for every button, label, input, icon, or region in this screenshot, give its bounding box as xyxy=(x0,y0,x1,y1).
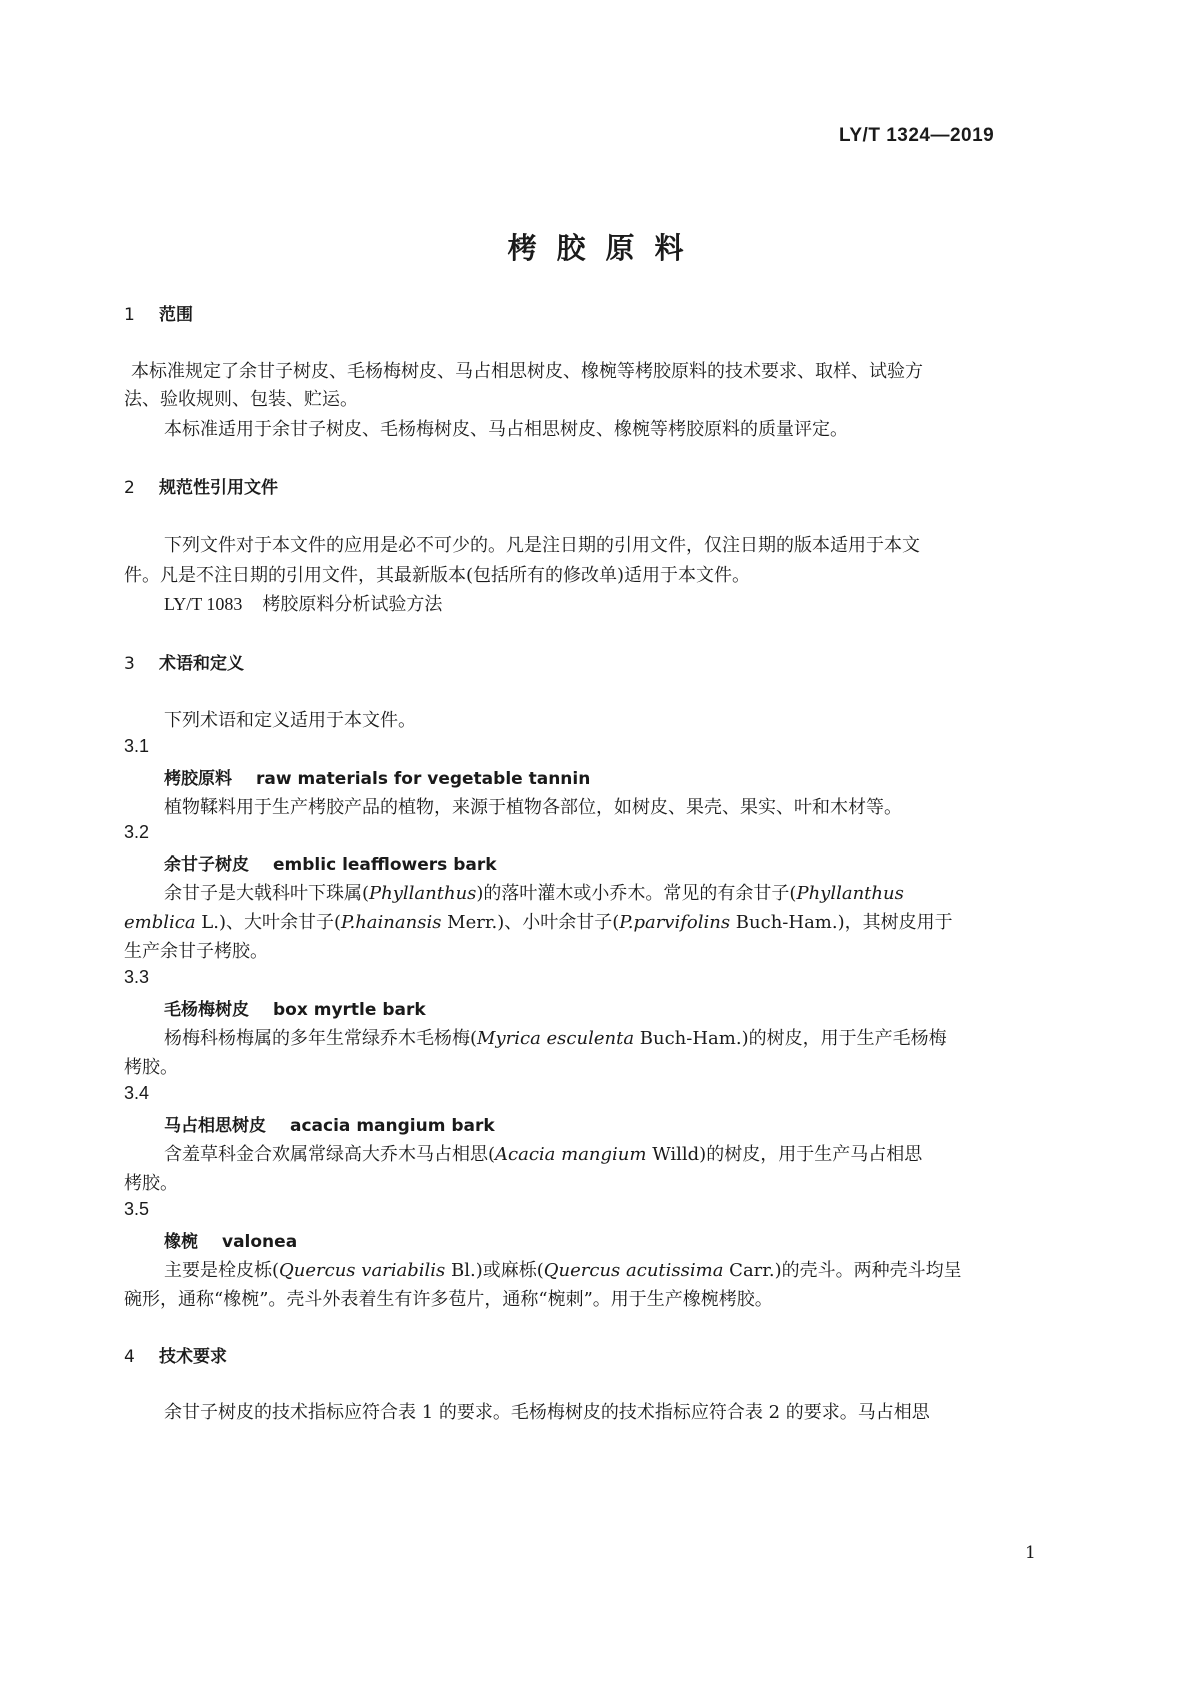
term-definition: 栲胶。 xyxy=(124,1173,178,1194)
section-3-heading xyxy=(124,649,244,674)
term-zh: 余甘子树皮 xyxy=(164,855,249,875)
term-title xyxy=(164,764,590,789)
paragraph: 下列术语和定义适用于本文件。 xyxy=(164,710,416,731)
term-definition: 碗形，通称“橡椀”。壳斗外表着生有许多苞片，通称“椀刺”。用于生产橡椀栲胶。 xyxy=(124,1289,773,1310)
section-title: 术语和定义 xyxy=(159,654,244,674)
section-number: 2 xyxy=(124,478,135,498)
term-title xyxy=(164,995,426,1020)
term-en: valonea xyxy=(222,1232,298,1252)
term-definition: 主要是栓皮栎(Quercus variabilis Bl.)或麻栎(Quercus acutissima Carr.)的壳斗。两种壳斗均呈 xyxy=(164,1260,962,1281)
paragraph: 本标准规定了余甘子树皮、毛杨梅树皮、马占相思树皮、橡椀等栲胶原料的技术要求、取样、试验方 xyxy=(131,361,923,382)
section-4-heading xyxy=(124,1342,227,1367)
section-number: 4 xyxy=(124,1347,135,1367)
section-1-heading xyxy=(124,300,193,325)
paragraph: 下列文件对于本文件的应用是必不可少的。凡是注日期的引用文件，仅注日期的版本适用于本文 xyxy=(164,535,920,556)
term-title xyxy=(164,1111,495,1136)
term-definition: 杨梅科杨梅属的多年生常绿乔木毛杨梅(Myrica esculenta Buch-Ham.)的树皮，用于生产毛杨梅 xyxy=(164,1028,947,1049)
paragraph: 件。凡是不注日期的引用文件，其最新版本(包括所有的修改单)适用于本文件。 xyxy=(124,565,751,586)
term-definition: 生产余甘子栲胶。 xyxy=(124,941,268,962)
section-number: 3 xyxy=(124,654,135,674)
normative-reference xyxy=(164,590,442,616)
term-number: 3.4 xyxy=(124,1083,150,1103)
term-en: acacia mangium bark xyxy=(290,1116,495,1136)
reference-title: 栲胶原料分析试验方法 xyxy=(262,594,443,615)
page-title: 栲胶原料 xyxy=(507,231,704,265)
section-title: 规范性引用文件 xyxy=(159,478,278,498)
term-number: 3.3 xyxy=(124,967,150,987)
term-number: 3.2 xyxy=(124,822,150,842)
section-number: 1 xyxy=(124,305,135,325)
term-title xyxy=(164,1227,297,1252)
term-definition: 余甘子是大戟科叶下珠属(Phyllanthus)的落叶灌木或小乔木。常见的有余甘子(Phyllanthus xyxy=(164,883,904,904)
section-2-heading xyxy=(124,473,278,498)
term-zh: 橡椀 xyxy=(164,1232,198,1252)
page-number: 1 xyxy=(1025,1543,1036,1563)
term-number: 3.1 xyxy=(124,736,150,756)
term-definition: 栲胶。 xyxy=(124,1057,178,1078)
paragraph: 余甘子树皮的技术指标应符合表 1 的要求。毛杨梅树皮的技术指标应符合表 2 的要求。马占相思 xyxy=(164,1402,930,1423)
term-zh: 毛杨梅树皮 xyxy=(164,1000,249,1020)
paragraph: 法、验收规则、包装、贮运。 xyxy=(124,389,358,410)
section-title: 技术要求 xyxy=(159,1347,227,1367)
term-title xyxy=(164,850,497,875)
term-definition: 植物鞣料用于生产栲胶产品的植物，来源于植物各部位，如树皮、果壳、果实、叶和木材等。 xyxy=(164,797,902,818)
section-title: 范围 xyxy=(159,305,193,325)
term-en: emblic leafflowers bark xyxy=(273,855,497,875)
term-definition: emblica L.)、大叶余甘子(P.hainansis Merr.)、小叶余甘子(P.parvifolins Buch-Ham.)，其树皮用于 xyxy=(124,912,953,933)
term-zh: 马占相思树皮 xyxy=(164,1116,266,1136)
term-zh: 栲胶原料 xyxy=(164,769,232,789)
standard-code: LY/T 1324—2019 xyxy=(839,125,995,146)
reference-code: LY/T 1083 xyxy=(164,594,243,614)
term-en: box myrtle bark xyxy=(273,1000,426,1020)
term-en: raw materials for vegetable tannin xyxy=(256,769,591,789)
paragraph: 本标准适用于余甘子树皮、毛杨梅树皮、马占相思树皮、橡椀等栲胶原料的质量评定。 xyxy=(164,419,848,440)
term-number: 3.5 xyxy=(124,1199,150,1219)
term-definition: 含羞草科金合欢属常绿高大乔木马占相思(Acacia mangium Willd)的树皮，用于生产马占相思 xyxy=(164,1144,923,1165)
